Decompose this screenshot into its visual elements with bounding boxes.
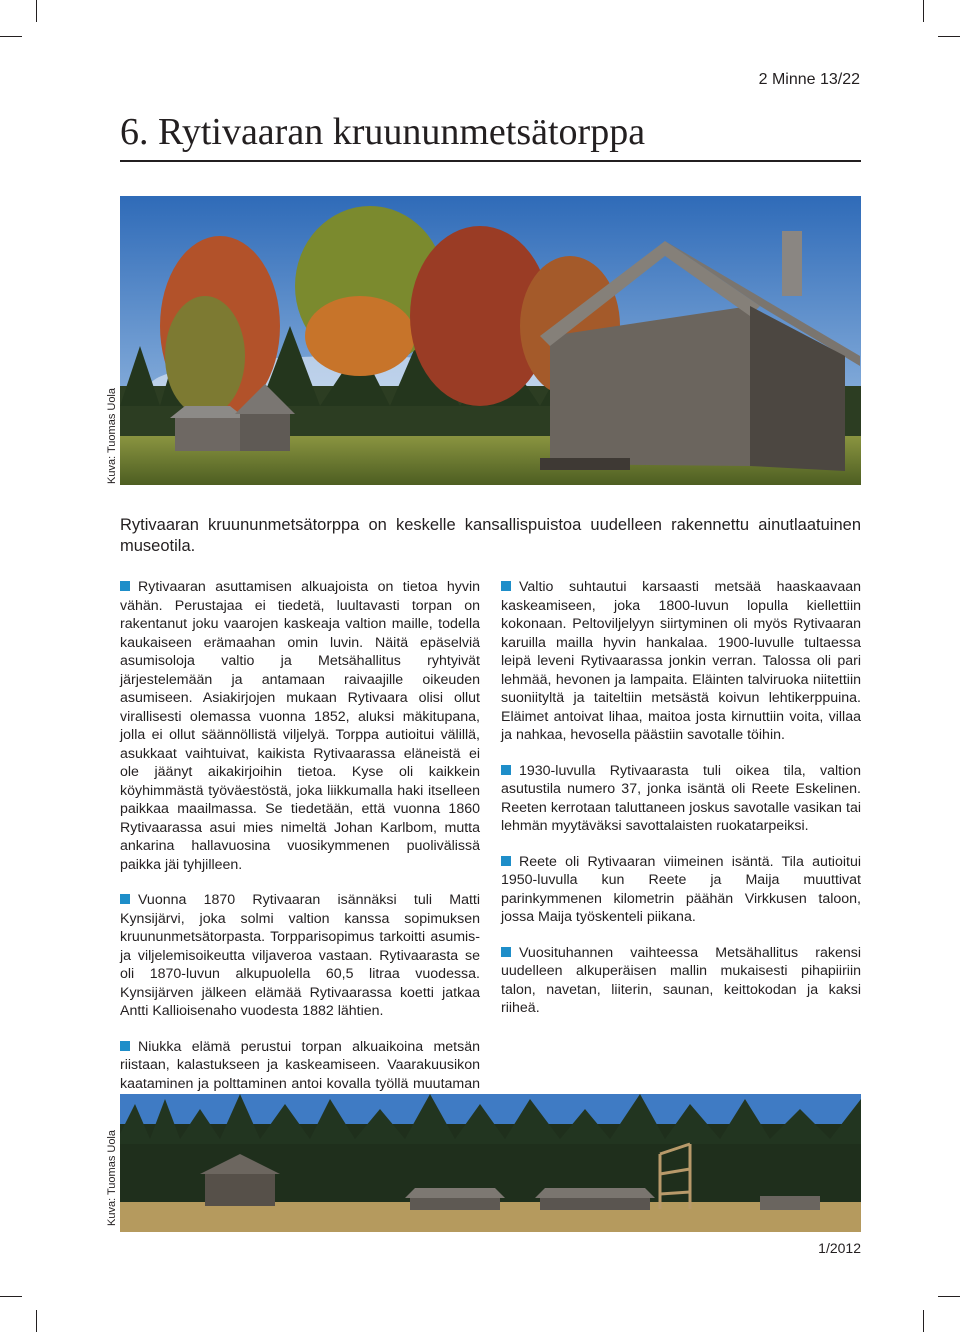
right-column <box>501 578 861 1035</box>
paragraph: Vuonna 1870 Rytivaaran isännäksi tuli Matti Kynsijärvi, joka solmi valtion kanssa sopimuksen kruununmetsätorpasta. Torpparisopimus tarkoitti asumis- ja viljelemisoikeutta viljaveroa vastaan. Rytivaarasta se oli 1870-luvun alkupuolella 60,5 litraa vuodessa. Kynsijärven jälkeen elämää Rytivaarassa koetti jatkaa Antti Kallioisenaho vuodesta 1882 lähtien. <box>120 892 480 1019</box>
page-reference: 2 Minne 13/22 <box>758 71 860 88</box>
paragraph: 1930-luvulla Rytivaarasta tuli oikea tila, valtion asutustila numero 37, jonka isäntä oli Reete Eskelinen. Reeten kerrotaan taluttaneen joskus savotalle vasikan tai lehmän myytäväksi savottalaisten ruokatarpeiksi. <box>501 762 861 834</box>
top-photo-illustration <box>120 196 861 485</box>
page-title: 6. Rytivaaran kruununmetsätorppa <box>120 111 646 153</box>
paragraph: Valtio suhtautui karsaasti metsää haaskaavaan kaskeamiseen, joka 1800-luvun lopulla kiellettiin kokonaan. Peltoviljelyyn siirtyminen oli myös Rytivaaran karuilla mailla hyvin hankalaa. 1900-luvulle tultaessa leipä leveni Rytivaarassa jonkin verran. Talossa oli pari lehmää, hevonen ja lampaita. Eläinten talviruoka niitettiin suoniityltä ja taiteltiin metsästä koivun lehtikerppuina. Eläimet antoivat lihaa, maitoa josta kirnuttiin voita, villaa ja nahkaa, hevosella päästiin savotalle töihin. <box>501 579 861 743</box>
bullet-icon <box>501 947 511 957</box>
crop-mark <box>923 1310 924 1332</box>
photo-caption: Rytivaaran kruununmetsätorppa on keskelle kansallispuistoa uudelleen rakennettu ainutlaatuinen museotila. <box>120 516 861 555</box>
bullet-icon <box>120 894 130 904</box>
title-rule <box>120 160 861 162</box>
bullet-icon <box>120 1041 130 1051</box>
paragraph: Reete oli Rytivaaran viimeinen isäntä. Tila autioitui 1950-luvulla kun Reete ja Maija muuttivat parinkymmenen kilometrin päähän Virkkusen taloon, jossa Maija työskenteli piikana. <box>501 853 861 925</box>
crop-mark <box>0 1296 22 1297</box>
crop-mark <box>0 36 22 37</box>
crop-mark <box>36 1310 37 1332</box>
issue-number: 1/2012 <box>818 1240 861 1256</box>
paragraph: Rytivaaran asuttamisen alkuajoista on tietoa hyvin vähän. Perustajaa ei tiedetä, luultavasti torpan on rakentanut joku vaarojen kaskeaja valtion maille, todella kaukaiseen erämaahan omin luvin. Näitä epäselviä asumisoloja valtio ja Metsähallitus ryhtyivät järjestelemään ja antamaan raivaajille oikeuden asumiseen. Asiakirjojen mukaan Rytivaara olisi ollut virallisesti olemassa vuonna 1852, aluksi mäkitupana, jolla ei ollut säännöllistä viljelyä. Torppa autioitui välillä, asukkaat vaihtuivat, kaikista Rytivaarassa eläneistä ei ole jäänyt aikakirjoihin tietoa. Kyse oli kaikkein köyhimmästä työväestöstä, joka liikkumalla haki itselleen paikkaa maailmassa. Se tiedetään, että vuonna 1860 Rytivaarassa asui mies nimeltä Johan Karlbom, mutta ankarina hallavuosina vuosikymmenen puolivälissä paikka jäi tyhjilleen. <box>120 579 480 873</box>
top-photo <box>120 196 861 485</box>
bottom-photo-credit: Kuva: Tuomas Uola <box>106 1130 118 1226</box>
top-photo-credit: Kuva: Tuomas Uola <box>106 388 118 484</box>
bullet-icon <box>120 581 130 591</box>
crop-mark <box>938 1296 960 1297</box>
bottom-photo <box>120 1094 861 1232</box>
bottom-photo-illustration <box>120 1094 861 1232</box>
bullet-icon <box>501 581 511 591</box>
paragraph: Niukka elämä perustui torpan alkuaikoina metsän riistaan, kalastukseen ja kaskeamiseen. Vaarakuusikon kaataminen ja polttaminen antoi kovalla työllä muutaman <box>120 1038 480 1092</box>
crop-mark <box>36 0 37 22</box>
paragraph: Vuosituhannen vaihteessa Metsähallitus rakensi uudelleen alkuperäisen mallin mukaisesti pihapiiriin talon, navetan, liiterin, saunan, keittokodan ja kaksi riiheä. <box>501 944 861 1016</box>
bullet-icon <box>501 856 511 866</box>
left-column <box>120 578 480 1147</box>
bullet-icon <box>501 765 511 775</box>
crop-mark <box>938 36 960 37</box>
crop-mark <box>923 0 924 22</box>
